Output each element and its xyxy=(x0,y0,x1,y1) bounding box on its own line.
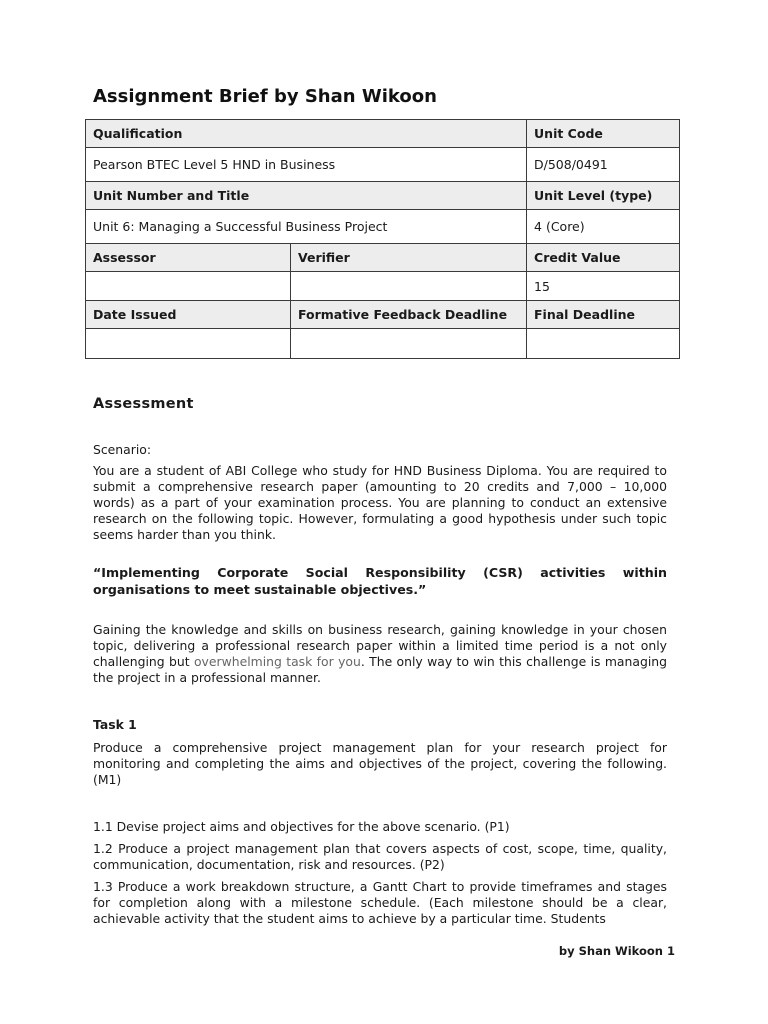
formative-deadline-value xyxy=(291,329,527,359)
verifier-value xyxy=(291,272,527,301)
final-deadline-label: Final Deadline xyxy=(527,301,680,329)
assignment-brief-table xyxy=(85,119,680,359)
table-row xyxy=(86,120,680,148)
unit-code-value: D/508/0491 xyxy=(527,148,680,182)
assessor-label: Assessor xyxy=(86,244,291,272)
scenario-text: You are a student of ABI College who study for HND Business Diploma. You are required to submit a comprehensive research paper (amounting to 20 credits and 7,000 – 10,000 words) as a part of your examination process. You are planning to conduct an extensive research on the following topic. However, formulating a good hypothesis under such topic seems harder than you think. xyxy=(93,463,667,542)
challenge-paragraph xyxy=(93,622,667,686)
task1-item-1: 1.1 Devise project aims and objectives for the above scenario. (P1) xyxy=(93,819,510,834)
task1-heading: Task 1 xyxy=(93,717,137,732)
task1-item-2: 1.2 Produce a project management plan that covers aspects of cost, scope, time, quality, communication, documentation, risk and resources. (P2) xyxy=(93,841,667,872)
document-title: Assignment Brief by Shan Wikoon xyxy=(93,86,437,107)
page-footer: by Shan Wikoon 1 xyxy=(558,944,675,958)
table-row xyxy=(86,148,680,182)
unit-number-title-value: Unit 6: Managing a Successful Business Project xyxy=(86,210,527,244)
final-deadline-value xyxy=(527,329,680,359)
table-row xyxy=(86,301,680,329)
date-issued-label: Date Issued xyxy=(86,301,291,329)
challenge-text-muted: overwhelming task for you xyxy=(193,654,361,669)
qualification-value: Pearson BTEC Level 5 HND in Business xyxy=(86,148,527,182)
challenge-text-start: Gaining the knowledge and skills on business research, gaining knowledge in your chosen topic, delivering a professional research paper within a limited time period is a not only challenging but xyxy=(93,622,667,669)
date-issued-value xyxy=(86,329,291,359)
credit-value-label: Credit Value xyxy=(527,244,680,272)
unit-level-label: Unit Level (type) xyxy=(527,182,680,210)
unit-number-title-label: Unit Number and Title xyxy=(86,182,527,210)
scenario-label: Scenario: xyxy=(93,442,152,457)
table-row xyxy=(86,182,680,210)
task1-item-3: 1.3 Produce a work breakdown structure, a Gantt Chart to provide timeframes and stages for completion along with a milestone schedule. (Each milestone should be a clear, achievable activity that the student aims to achieve by a particular time. Students xyxy=(93,879,667,926)
challenge-text-end: . The only way to win this challenge is managing the project in a professional manner. xyxy=(93,654,667,685)
unit-code-label: Unit Code xyxy=(527,120,680,148)
qualification-label: Qualification xyxy=(86,120,527,148)
table-row xyxy=(86,329,680,359)
research-topic-quote: “Implementing Corporate Social Responsibility (CSR) activities within organisations to meet sustainable objectives.” xyxy=(93,565,667,597)
table-row xyxy=(86,210,680,244)
assessment-heading: Assessment xyxy=(93,396,194,412)
formative-deadline-label: Formative Feedback Deadline xyxy=(291,301,527,329)
unit-level-value: 4 (Core) xyxy=(527,210,680,244)
assessor-value xyxy=(86,272,291,301)
table-row xyxy=(86,272,680,301)
verifier-label: Verifier xyxy=(291,244,527,272)
table-row xyxy=(86,244,680,272)
credit-value-value: 15 xyxy=(527,272,680,301)
task1-intro: Produce a comprehensive project management plan for your research project for monitoring and completing the aims and objectives of the project, covering the following. (M1) xyxy=(93,740,667,787)
